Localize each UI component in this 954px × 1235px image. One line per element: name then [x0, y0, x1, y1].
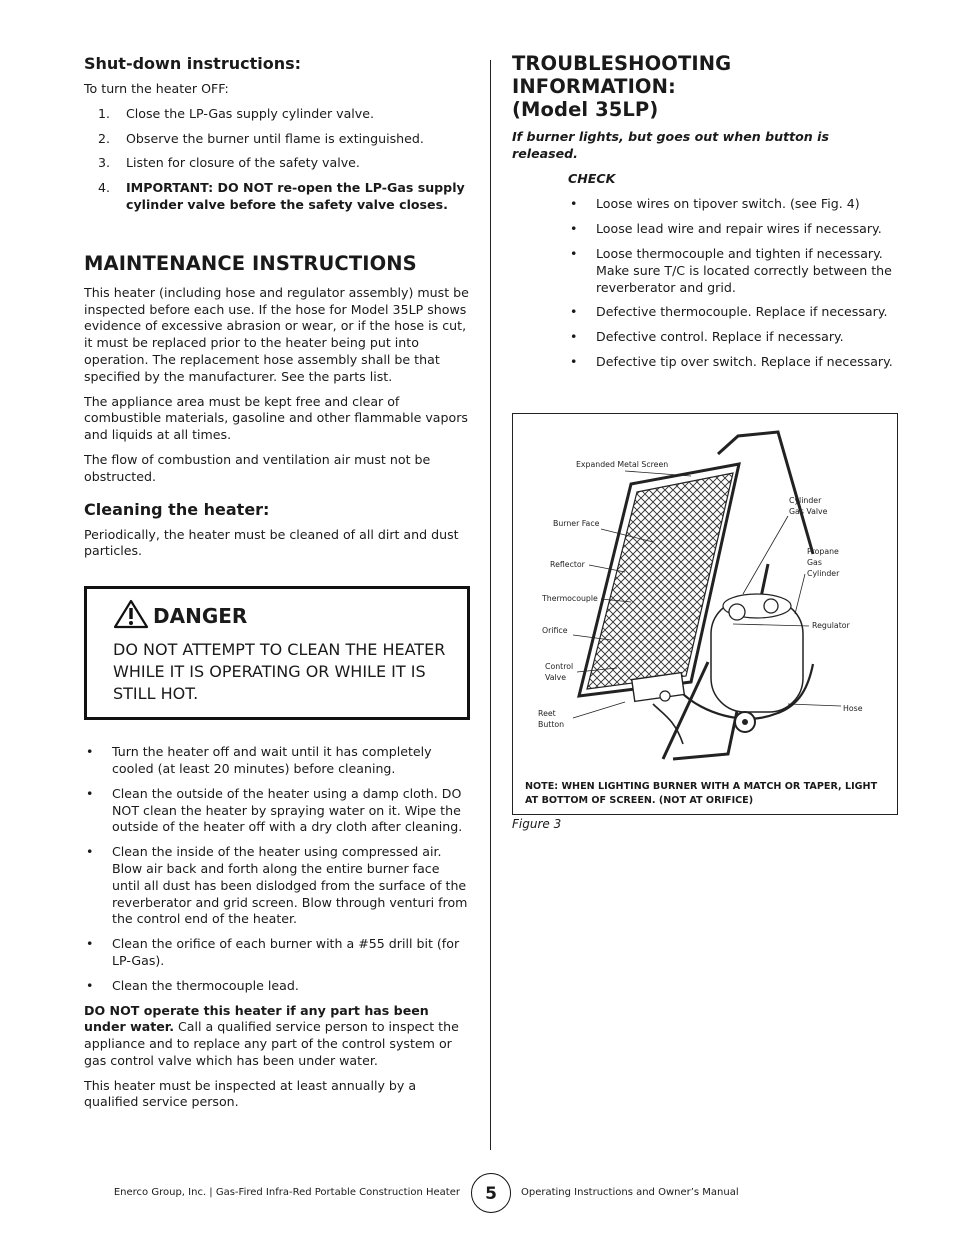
label-expanded-metal-screen: Expanded Metal Screen: [576, 459, 669, 469]
water-warning-rest: Call a qualified service person to inspect the appliance and to replace any part of the control system or gas control valve which has been under water.: [84, 1019, 459, 1068]
check-label: CHECK: [568, 170, 616, 186]
symptom: If burner lights, but goes out when button is released.: [512, 129, 829, 161]
heater-illustration: [513, 414, 897, 812]
list-item: • Turn the heater off and wait until it has completely cooled (at least 20 minutes) before cleaning.: [86, 744, 432, 776]
footer-left-text: Enerco Group, Inc. | Gas-Fired Infra-Red Portable Construction Heater: [113, 1187, 460, 1198]
maintenance-paragraph: The appliance area must be kept free and clear of combustible materials, gasoline and other flammable vapors and liquids at all times.: [84, 393, 468, 443]
shutdown-heading: Shut-down instructions:: [84, 54, 302, 73]
list-item: • Defective thermocouple. Replace if necessary.: [570, 304, 888, 320]
label-cylinder-gas-valve-line1: Cylinder: [789, 495, 822, 505]
maintenance-paragraph: This heater (including hose and regulator assembly) must be inspected before each use. If the hose for Model 35LP shows evidence of excessive abrasion or wear, or if the hose is cut, it must be replaced prior to the heater being put into operation. The replacement hose assembly shall be that specified by the manufacturer. See the parts list.: [84, 284, 469, 384]
page-number: 5: [471, 1173, 511, 1213]
water-warning-bold: DO NOT operate this heater if any part has been under water.: [84, 1002, 429, 1035]
label-control-valve-line1: Control: [545, 661, 574, 671]
label-burner-face: Burner Face: [553, 518, 600, 528]
label-control-valve-line2: Valve: [545, 672, 567, 682]
shutdown-intro: To turn the heater OFF:: [84, 81, 229, 96]
label-propane-line2: Gas: [807, 557, 822, 567]
figure-note: NOTE: WHEN LIGHTING BURNER WITH A MATCH OR TAPER, LIGHT AT BOTTOM OF SCREEN. (NOT AT ORIFICE): [525, 780, 878, 806]
danger-title: DANGER: [153, 604, 248, 629]
footer-right-text: Operating Instructions and Owner’s Manual: [521, 1187, 739, 1198]
list-item: • Defective tip over switch. Replace if necessary.: [570, 353, 893, 369]
right-column: [512, 52, 898, 831]
list-item: • Clean the outside of the heater using a damp cloth. DO NOT clean the heater by spraying water on it. Wipe the outside of the heater off with a dry cloth after cleaning.: [86, 785, 463, 835]
label-reflector: Reflector: [550, 559, 585, 569]
shutdown-step: 2. Observe the burner until flame is extinguished.: [98, 130, 424, 146]
cleaning-intro: Periodically, the heater must be cleaned of all dirt and dust particles.: [84, 526, 459, 559]
warning-triangle-icon: [113, 599, 149, 633]
label-propane-line1: Propane: [807, 546, 839, 556]
shutdown-step: 4. IMPORTANT: DO NOT re-open the LP-Gas supply cylinder valve before the safety valve closes.: [98, 180, 465, 212]
shutdown-steps: [84, 106, 470, 214]
label-reset-button-line1: Reet: [538, 708, 556, 718]
inspection-note: This heater must be inspected at least annually by a qualified service person.: [84, 1077, 417, 1110]
check-list: [568, 196, 898, 370]
water-warning: [84, 1003, 470, 1070]
column-divider: [490, 60, 491, 1150]
list-item: • Loose thermocouple and tighten if necessary. Make sure T/C is located correctly between the reverberator and grid.: [570, 245, 892, 295]
troubleshooting-heading-line2: (Model 35LP): [512, 98, 659, 121]
label-hose: Hose: [843, 703, 863, 713]
troubleshooting-heading: [512, 52, 898, 121]
figure-caption: Figure 3: [512, 816, 562, 831]
maintenance-paragraph: The flow of combustion and ventilation air must not be obstructed.: [84, 451, 431, 484]
list-item: • Loose wires on tipover switch. (see Fig. 4): [570, 196, 860, 212]
label-orifice: Orifice: [542, 625, 568, 635]
label-reset-button-line2: Button: [538, 719, 565, 729]
list-item: • Clean the orifice of each burner with a #55 drill bit (for LP-Gas).: [86, 936, 460, 968]
left-column: [84, 54, 470, 1119]
figure-3-box: [512, 413, 898, 815]
cleaning-bullets: [84, 744, 470, 994]
danger-text: DO NOT ATTEMPT TO CLEAN THE HEATER WHILE IT IS OPERATING OR WHILE IT IS STILL HOT.: [113, 640, 446, 704]
maintenance-heading: MAINTENANCE INSTRUCTIONS: [84, 251, 417, 275]
list-item: • Clean the inside of the heater using compressed air. Blow air back and forth along the entire burner face until all dust has been dislodged from the surface of the reverberator and grid screen. Blow through venturi from the control end of the heater.: [86, 844, 468, 927]
label-thermocouple: Thermocouple: [542, 593, 598, 603]
page-footer: [0, 1171, 954, 1215]
list-item: • Clean the thermocouple lead.: [86, 977, 299, 993]
danger-header: [113, 599, 447, 633]
list-item: • Loose lead wire and repair wires if necessary.: [570, 221, 882, 237]
label-propane-line3: Cylinder: [807, 568, 840, 578]
label-cylinder-gas-valve-line2: Gas Valve: [789, 506, 828, 516]
danger-box: [84, 586, 470, 720]
shutdown-step: 1. Close the LP-Gas supply cylinder valve.: [98, 105, 375, 121]
list-item: • Defective control. Replace if necessary.: [570, 329, 844, 345]
cleaning-heading: Cleaning the heater:: [84, 499, 270, 519]
troubleshooting-heading-line1: TROUBLESHOOTING INFORMATION:: [512, 52, 732, 98]
shutdown-step: 3. Listen for closure of the safety valve.: [98, 155, 360, 171]
label-regulator: Regulator: [812, 620, 850, 630]
